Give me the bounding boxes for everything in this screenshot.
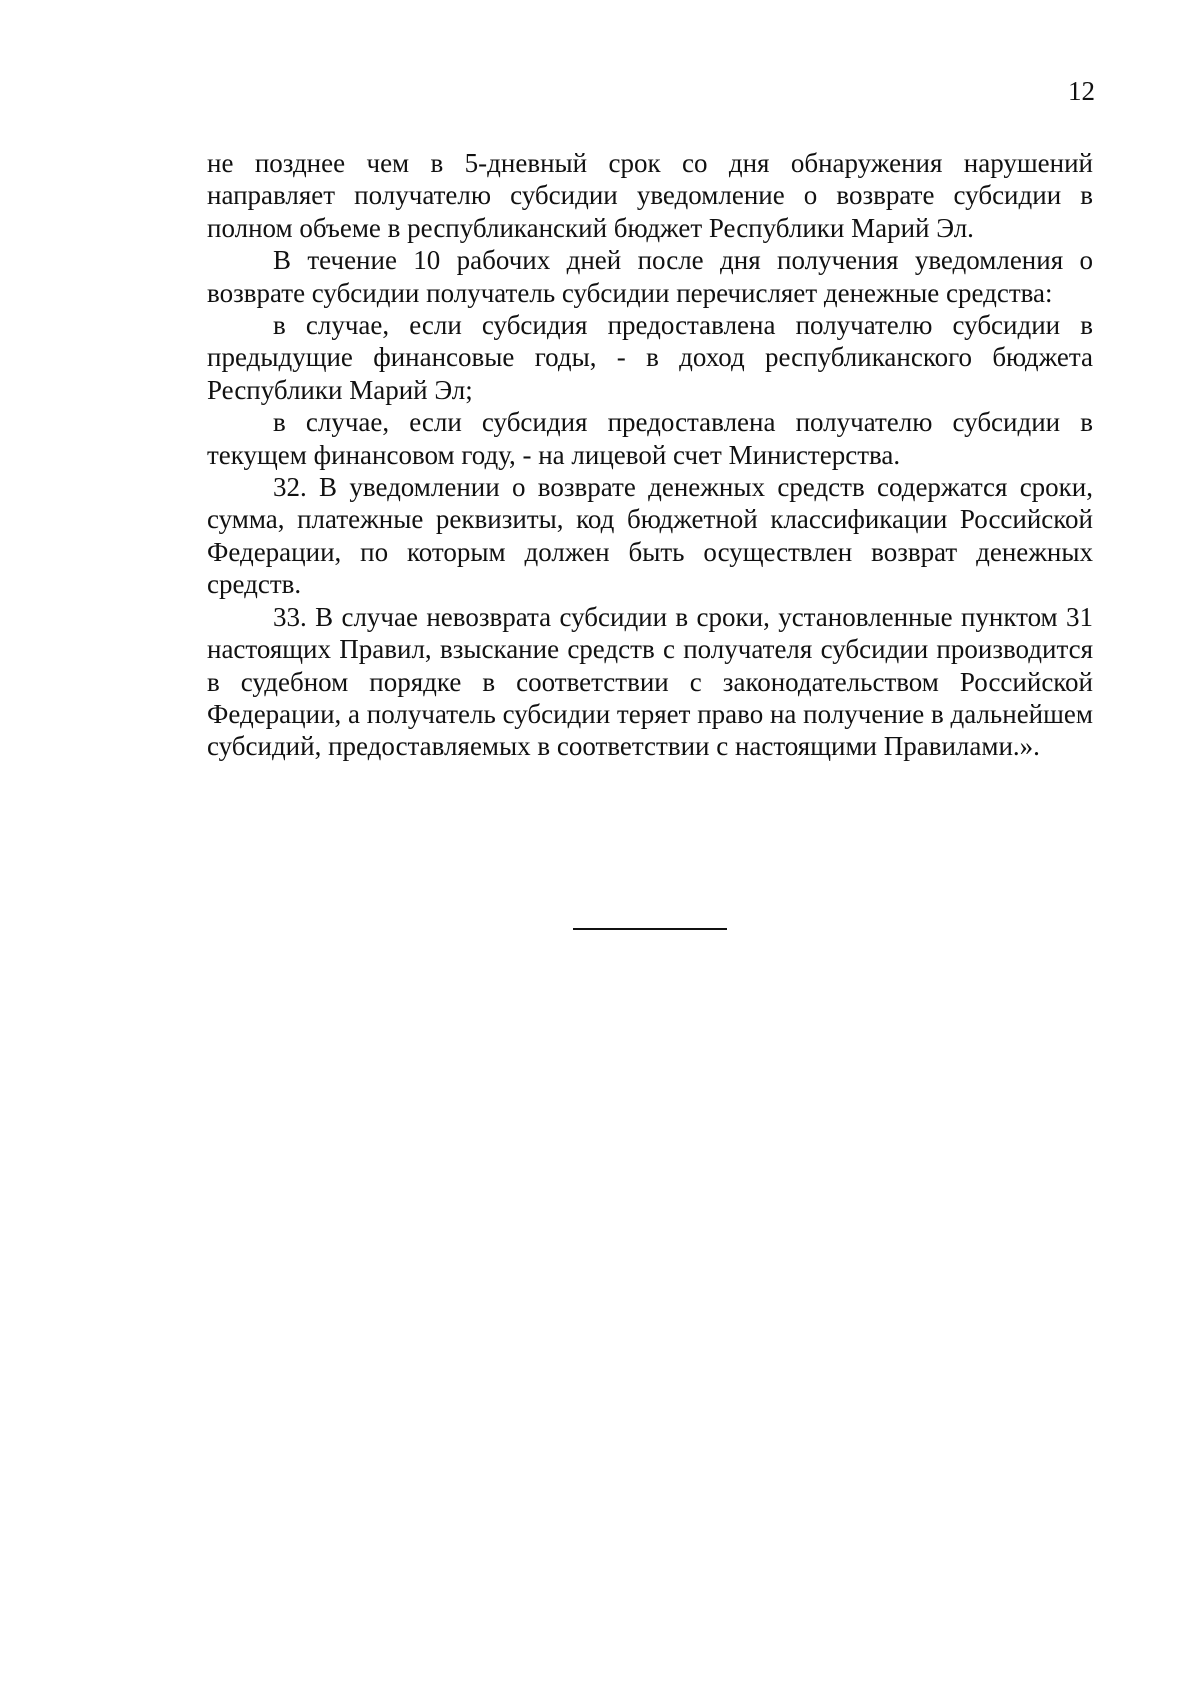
page-number: 12 bbox=[1068, 76, 1095, 106]
paragraph-return-deadline: В течение 10 рабочих дней после дня получения уведомления о возврате субсидии получатель субсидии перечисляет денежные средства: bbox=[207, 245, 1093, 308]
paragraph-item-33: 33. В случае невозврата субсидии в сроки, установленные пунктом 31 настоящих Правил, взыскание средств с получателя субсидии производится в судебном порядке в соответствии с законодательством Российской Федерации, а получатель субсидии теряет право на получение в дальнейшем субсидий, предоставляемых в соответствии с настоящими Правилами.». bbox=[207, 601, 1093, 762]
document-body bbox=[207, 147, 1093, 763]
paragraph-continuation: не позднее чем в 5-дневный срок со дня обнаружения нарушений направляет получателю субсидии уведомление о возврате субсидии в полном объеме в республиканский бюджет Республики Марий Эл. bbox=[207, 148, 1093, 243]
paragraph-current-year: в случае, если субсидия предоставлена получателю субсидии в текущем финансовом году, - на лицевой счет Министерства. bbox=[207, 407, 1093, 470]
end-divider-line bbox=[573, 928, 727, 930]
paragraph-previous-years: в случае, если субсидия предоставлена получателю субсидии в предыдущие финансовые годы, - в доход республиканского бюджета Республики Марий Эл; bbox=[207, 310, 1093, 405]
paragraph-item-32: 32. В уведомлении о возврате денежных средств содержатся сроки, сумма, платежные реквизиты, код бюджетной классификации Российской Федерации, по которым должен быть осуществлен возврат денежных средств. bbox=[207, 472, 1093, 600]
